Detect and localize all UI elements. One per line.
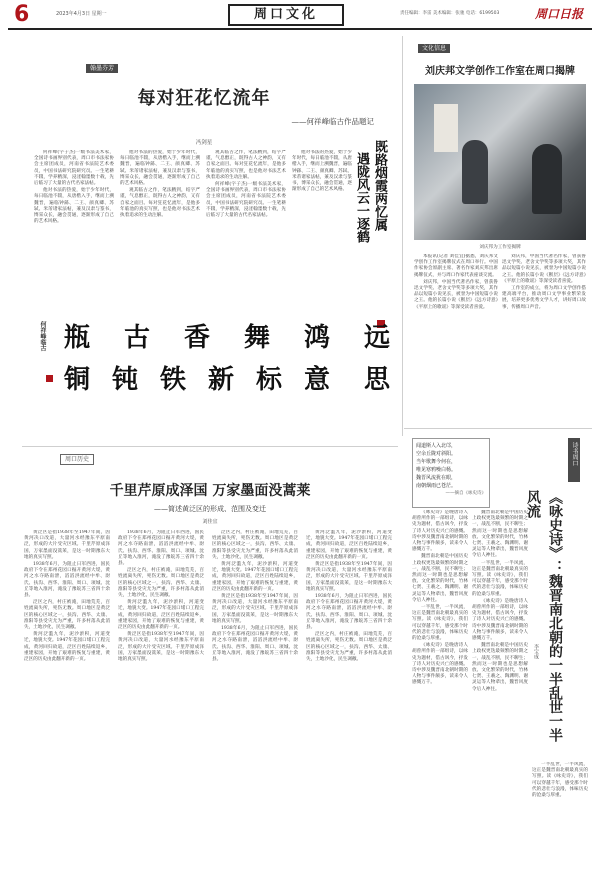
studio-article bbox=[408, 36, 592, 436]
poem-line: 当年歌舞今何在， bbox=[416, 459, 457, 465]
studio-paragraph: 本报讯(记者 刘佳宜)据悉，刘庆邦文学创作工作室揭牌仪式在周口举行。中国作家协会原副主席、著名作家刘庆邦出席揭牌仪式，并与周口作家代表座谈交流。 bbox=[414, 254, 498, 278]
poem-author: 李宝成 bbox=[533, 644, 539, 659]
poem-paragraph: 一半乱世，一半风流，这正是魏晋南北朝最真实的写照。读《咏史诗》，我们可以穿越千年，感受那个时代的悲壮与浪漫，体味历史的沧桑与厚重。 bbox=[412, 605, 468, 642]
column-tag-art: 翰墨芬芳 bbox=[86, 64, 118, 73]
left-bottom-divider bbox=[22, 446, 398, 447]
culture-body-col-3 bbox=[212, 530, 298, 870]
art-paragraph: 他对书法的热爱，始于少年时代，每日临池不辍，从唐楷入手，继而上溯魏晋，遍临钟繇、二王、颜真卿、苏轼、米芾诸家法帖，兼及汉隶与篆书，博采众长，融会贯通，逐渐形成了自己的艺术风格。 bbox=[292, 150, 352, 193]
studio-body-col-1 bbox=[414, 254, 498, 394]
banner-char: 意 bbox=[304, 365, 331, 395]
studio-paragraph: 刘庆邦，中国当代著名作家，曾获鲁迅文学奖、老舍文学奖等多项大奖，其作品以短篇小说见长，被誉为中国短篇小说之王。他的长篇小说《断层》《远方诗意》《平原上的歌谣》等深受读者喜爱。 bbox=[502, 254, 586, 284]
culture-article bbox=[22, 450, 398, 875]
culture-paragraph: 1938年6月，为阻止日军西进，国民政府下令在郑州花园口掘开黄河大堤，黄河之水夺路南泄，滔滔洪流经中牟、尉氏、扶沟、西华、淮阳、周口、项城、沈丘等地入淮河，淹没了豫皖苏三省四十余县。 bbox=[306, 594, 392, 631]
calligraphy-vertical-2: 遇陇风云一逐鹤 bbox=[354, 152, 369, 243]
poem-box bbox=[412, 438, 490, 508]
studio-paragraph: 刘庆邦，中国当代著名作家，曾获鲁迅文学奖、老舍文学奖等多项大奖，其作品以短篇小说见长，被誉为中国短篇小说之王。他的长篇小说《断层》《远方诗意》《平原上的歌谣》等深受读者喜爱。 bbox=[414, 279, 498, 310]
poem-paragraph: 《咏史诗》是晚唐诗人胡曾所作的一部组诗，以咏史为题材，借古讽今，抒发了诗人对历史兴亡的感慨。诗中涉及魏晋南北朝时期的人物与事件颇多，读来令人感慨万千。 bbox=[472, 598, 528, 642]
right-divider bbox=[404, 428, 592, 429]
culture-paragraph: 黄泛区是指1938年至1947年间，因黄河决口改道，大量河水经豫东平原南泛，形成的大片受灾区域。千里芹原成泽国，万家墨面没蒿莱，是这一时期豫东大地的真实写照。 bbox=[118, 632, 204, 663]
banner-char: 思 bbox=[364, 365, 391, 395]
column-tag-studio: 文化信息 bbox=[418, 44, 450, 53]
culture-paragraph: 黄河泛滥九年，泥沙淤积，河道变迁，地貌大变。1947年花园口堵口工程完成，黄河回归故道，泛区百姓陆续返乡，重建家园，开始了艰难的恢复与重建，黄泛区的历史由此翻开新的一页。 bbox=[306, 530, 392, 560]
culture-body-col-2 bbox=[118, 530, 204, 870]
art-author: 冯剑星 bbox=[195, 140, 213, 146]
art-headline: 每对狂花忆流年 bbox=[137, 88, 271, 109]
culture-subtitle: ——简述黄泛区的形成、范围及变迁 bbox=[154, 505, 266, 513]
culture-body-col-1 bbox=[24, 530, 110, 870]
banner-char: 铜 bbox=[64, 365, 91, 395]
studio-photo bbox=[414, 84, 586, 240]
studio-paragraph: 工作室的成立，将为周口文学创作搭建高端平台，推动周口文学事业繁荣发展，培养更多优秀文学人才，讲好周口故事，传播周口声音。 bbox=[502, 286, 586, 310]
poem-paragraph: 魏晋南北朝是中国历史上政权更迭最频繁的时期之一，战乱不断，民不聊生；然而这一时期也是思想解放、文化繁荣的时代，竹林七贤、王羲之、陶渊明、谢灵运等人物辈出，魏晋风度令后人神往。 bbox=[472, 643, 528, 692]
art-body-col-3 bbox=[206, 150, 286, 340]
culture-paragraph: 泛区之内，村庄被淹，田地荒芜，百姓流离失所，死伤无数。周口地区是黄泛区的核心区域之一，扶沟、西华、太康、淮阳等县受灾尤为严重，许多村落从此消失，土地沙化，民生凋敝。 bbox=[118, 568, 204, 599]
culture-paragraph: 泛区之内，村庄被淹，田地荒芜，百姓流离失所，死伤无数。周口地区是黄泛区的核心区域之一，扶沟、西华、太康、淮阳等县受灾尤为严重，许多村落从此消失，土地沙化，民生凋敝。 bbox=[306, 632, 392, 663]
culture-paragraph: 黄泛区是指1938年至1947年间，因黄河决口改道，大量河水经豫东平原南泛，形成的大片受灾区域。千里芹原成泽国，万家墨面没蒿莱，是这一时期豫东大地的真实写照。 bbox=[212, 594, 298, 624]
issue-date: 2023年4月3日 星期一 bbox=[56, 11, 107, 17]
poem-headline: 《咏史诗》：魏晋南北朝的一半乱世一半风流 bbox=[525, 490, 563, 742]
seal-stamp-small bbox=[46, 375, 53, 382]
art-body-col-1 bbox=[34, 150, 114, 340]
poem-paragraph: 《咏史诗》是晚唐诗人胡曾所作的一部组诗，以咏史为题材，借古讽今，抒发了诗人对历史兴亡的感慨。诗中涉及魏晋南北朝时期的人物与事件颇多，读来令人感慨万千。 bbox=[412, 643, 468, 686]
poem-body-col-3 bbox=[532, 762, 588, 870]
art-body-col-2 bbox=[120, 150, 200, 340]
art-paragraph: 他对书法的热爱，始于少年时代，每日临池不辍，从唐楷入手，继而上溯魏晋，遍临钟繇、二王、颜真卿、苏轼、米芾诸家法帖，兼及汉隶与篆书，博采众长，融会贯通，逐渐形成了自己的艺术风格。 bbox=[34, 188, 114, 225]
page-number: 6 bbox=[14, 2, 30, 27]
culture-paragraph: 1938年6月，为阻止日军西进，国民政府下令在郑州花园口掘开黄河大堤，黄河之水夺路南泄，滔滔洪流经中牟、尉氏、扶沟、西华、淮阳、周口、项城、沈丘等地入淮河，淹没了豫皖苏三省四十余县。 bbox=[118, 530, 204, 567]
banner-char: 远 bbox=[364, 323, 391, 353]
poem-article bbox=[404, 432, 592, 877]
poem-paragraph: 魏晋南北朝是中国历史上政权更迭最频繁的时期之一，战乱不断，民不聊生；然而这一时期也是思想解放、文化繁荣的时代，竹林七贤、王羲之、陶渊明、谢灵运等人物辈出，魏晋风度令后人神往。 bbox=[472, 510, 528, 559]
section-title-box bbox=[228, 4, 344, 26]
poem-line: 空余丘陇对斜阳。 bbox=[416, 451, 457, 457]
poem-line: 闻道斯人入北邙， bbox=[416, 443, 457, 449]
culture-paragraph: 黄泛区是指1938年至1947年间，因黄河决口改道，大量河水经豫东平原南泛，形成的大片受灾区域。千里芹原成泽国，万家墨面没蒿莱，是这一时期豫东大地的真实写照。 bbox=[306, 562, 392, 592]
art-body-col-4 bbox=[292, 150, 352, 340]
culture-body-col-4 bbox=[306, 530, 392, 870]
poem-body-col-1 bbox=[412, 510, 468, 870]
art-subtitle: ——何祥峰临古作品题记 bbox=[291, 117, 374, 126]
culture-paragraph: 黄泛区是指1938年至1947年间，因黄河决口改道，大量河水经豫东平原南泛，形成的大片受灾区域。千里芹原成泽国，万家墨面没蒿莱，是这一时期豫东大地的真实写照。 bbox=[24, 530, 110, 560]
poem-body-col-2 bbox=[472, 510, 528, 870]
banner-char: 香 bbox=[184, 323, 211, 353]
poem-paragraph: 一半乱世，一半风流，这正是魏晋南北朝最真实的写照。读《咏史诗》，我们可以穿越千年，感受那个时代的悲壮与浪漫，体味历史的沧桑与厚重。 bbox=[472, 560, 528, 597]
column-divider bbox=[402, 36, 403, 436]
poem-paragraph: 《咏史诗》是晚唐诗人胡曾所作的一部组诗，以咏史为题材，借古讽今，抒发了诗人对历史兴亡的感慨。诗中涉及魏晋南北朝时期的人物与事件颇多，读来令人感慨万千。 bbox=[412, 510, 468, 553]
column-tag-poem bbox=[568, 438, 580, 482]
art-paragraph: 何祥峰(字子杰)一级书法美术家，全国诗书画界别代表，周口市书法家协会主席团成员，河南省书法院艺术委员，中国书法研究院研究员。一生笔耕不辍，学养精深，浸淫翰墨数十载，先后临习了大量的古代名家法帖。 bbox=[206, 182, 286, 219]
culture-paragraph: 黄河泛滥九年，泥沙淤积，河道变迁，地貌大变。1947年花园口堵口工程完成，黄河回归故道，泛区百姓陆续返乡，重建家园，开始了艰难的恢复与重建，黄泛区的历史由此翻开新的一页。 bbox=[212, 562, 298, 592]
paper-logo: 周口日报 bbox=[535, 7, 584, 21]
studio-headline: 刘庆邦文学创作工作室在周口揭牌 bbox=[425, 66, 575, 77]
banner-char: 古 bbox=[124, 323, 151, 353]
calligraphy-small-inscription: 何祥峰临古 bbox=[39, 321, 46, 351]
culture-paragraph: 泛区之内，村庄被淹，田地荒芜，百姓流离失所，死伤无数。周口地区是黄泛区的核心区域之一，扶沟、西华、太康、淮阳等县受灾尤为严重，许多村落从此消失，土地沙化，民生凋敝。 bbox=[24, 600, 110, 631]
masthead-rule bbox=[8, 28, 592, 30]
banner-char: 瓶 bbox=[64, 323, 91, 353]
banner-char: 鸿 bbox=[304, 323, 331, 353]
poem-line: 魏晋风流犹在眼， bbox=[416, 475, 457, 481]
culture-paragraph: 黄河泛滥九年，泥沙淤积，河道变迁，地貌大变。1947年花园口堵口工程完成，黄河回归故道，泛区百姓陆续返乡，重建家园，开始了艰难的恢复与重建，黄泛区的历史由此翻开新的一页。 bbox=[118, 600, 204, 631]
calligraphy-banner bbox=[34, 315, 402, 405]
banner-char: 新 bbox=[208, 365, 235, 395]
poem-line: 南朝烟雨已苍茫。 bbox=[416, 483, 457, 489]
banner-char: 钝 bbox=[112, 365, 139, 395]
poem-paragraph: 一半乱世，一半风流，这正是魏晋南北朝最真实的写照。读《咏史诗》，我们可以穿越千年，感受那个时代的悲壮与浪漫，体味历史的沧桑与厚重。 bbox=[532, 762, 588, 799]
poem-source: ——摘自《咏史诗》 bbox=[445, 491, 486, 496]
culture-paragraph: 黄河泛滥九年，泥沙淤积，河道变迁，地貌大变。1947年花园口堵口工程完成，黄河回归故道，泛区百姓陆续返乡，重建家园，开始了艰难的恢复与重建，黄泛区的历史由此翻开新的一页。 bbox=[24, 632, 110, 663]
column-tag-poem-label: 诗书周口 bbox=[571, 442, 578, 466]
banner-char: 舞 bbox=[244, 323, 271, 353]
culture-author: 刘佳宜 bbox=[202, 519, 218, 525]
poem-paragraph: 魏晋南北朝是中国历史上政权更迭最频繁的时期之一，战乱不断，民不聊生；然而这一时期也是思想解放、文化繁荣的时代，竹林七贤、王羲之、陶渊明、谢灵运等人物辈出，魏晋风度令后人神往。 bbox=[412, 554, 468, 603]
art-paragraph: 观其临古之作，笔法精到，结字严谨，气息醇正，既得古人之神韵，又有自家之面目。每对狂花忆流年，是他多年临池的真实写照，也是他对书法艺术执着追求的生动注解。 bbox=[206, 150, 286, 180]
studio-body-col-2 bbox=[502, 254, 586, 394]
calligraphy-vertical-1: 既路烟霞两忆属 bbox=[372, 140, 387, 231]
photo-figure-right bbox=[532, 144, 562, 214]
culture-paragraph: 泛区之内，村庄被淹，田地荒芜，百姓流离失所，死伤无数。周口地区是黄泛区的核心区域之一，扶沟、西华、太康、淮阳等县受灾尤为严重，许多村落从此消失，土地沙化，民生凋敝。 bbox=[212, 530, 298, 560]
banner-char: 铁 bbox=[160, 365, 187, 395]
culture-headline: 千里芹原成泽国 万家墨面没蒿莱 bbox=[109, 483, 311, 499]
studio-photo-caption: 刘庆邦为工作室揭牌 bbox=[479, 245, 521, 250]
culture-paragraph: 1938年6月，为阻止日军西进，国民政府下令在郑州花园口掘开黄河大堤，黄河之水夺路南泄，滔滔洪流经中牟、尉氏、扶沟、西华、淮阳、周口、项城、沈丘等地入淮河，淹没了豫皖苏三省四十余县。 bbox=[24, 562, 110, 599]
art-paragraph: 观其临古之作，笔法精到，结字严谨，气息醇正，既得古人之神韵，又有自家之面目。每对狂花忆流年，是他多年临池的真实写照，也是他对书法艺术执着追求的生动注解。 bbox=[120, 188, 200, 219]
section-title: 周口文化 bbox=[253, 7, 318, 22]
photo-plaque bbox=[434, 104, 458, 152]
poem-line: 唯见寒鸦噪白杨。 bbox=[416, 467, 457, 473]
editors-line: 责任编辑：李雷 美术编辑：张驰 电话：6199503 bbox=[400, 11, 500, 16]
art-paragraph: 他对书法的热爱，始于少年时代，每日临池不辍，从唐楷入手，继而上溯魏晋，遍临钟繇、二王、颜真卿、苏轼、米芾诸家法帖，兼及汉隶与篆书，博采众长，融会贯通，逐渐形成了自己的艺术风格。 bbox=[120, 150, 200, 187]
masthead bbox=[0, 0, 600, 30]
banner-char: 标 bbox=[256, 365, 283, 395]
culture-paragraph: 1938年6月，为阻止日军西进，国民政府下令在郑州花园口掘开黄河大堤，黄河之水夺路南泄，滔滔洪流经中牟、尉氏、扶沟、西华、淮阳、周口、项城、沈丘等地入淮河，淹没了豫皖苏三省四十余县。 bbox=[212, 626, 298, 663]
column-tag-culture: 周口历史 bbox=[60, 454, 94, 465]
photo-figure-left bbox=[462, 140, 488, 204]
art-paragraph: 何祥峰(字子杰)一级书法美术家，全国诗书画界别代表，周口市书法家协会主席团成员，河南省书法院艺术委员，中国书法研究院研究员。一生笔耕不辍，学养精深，浸淫翰墨数十载，先后临习了大量的古代名家法帖。 bbox=[34, 150, 114, 187]
